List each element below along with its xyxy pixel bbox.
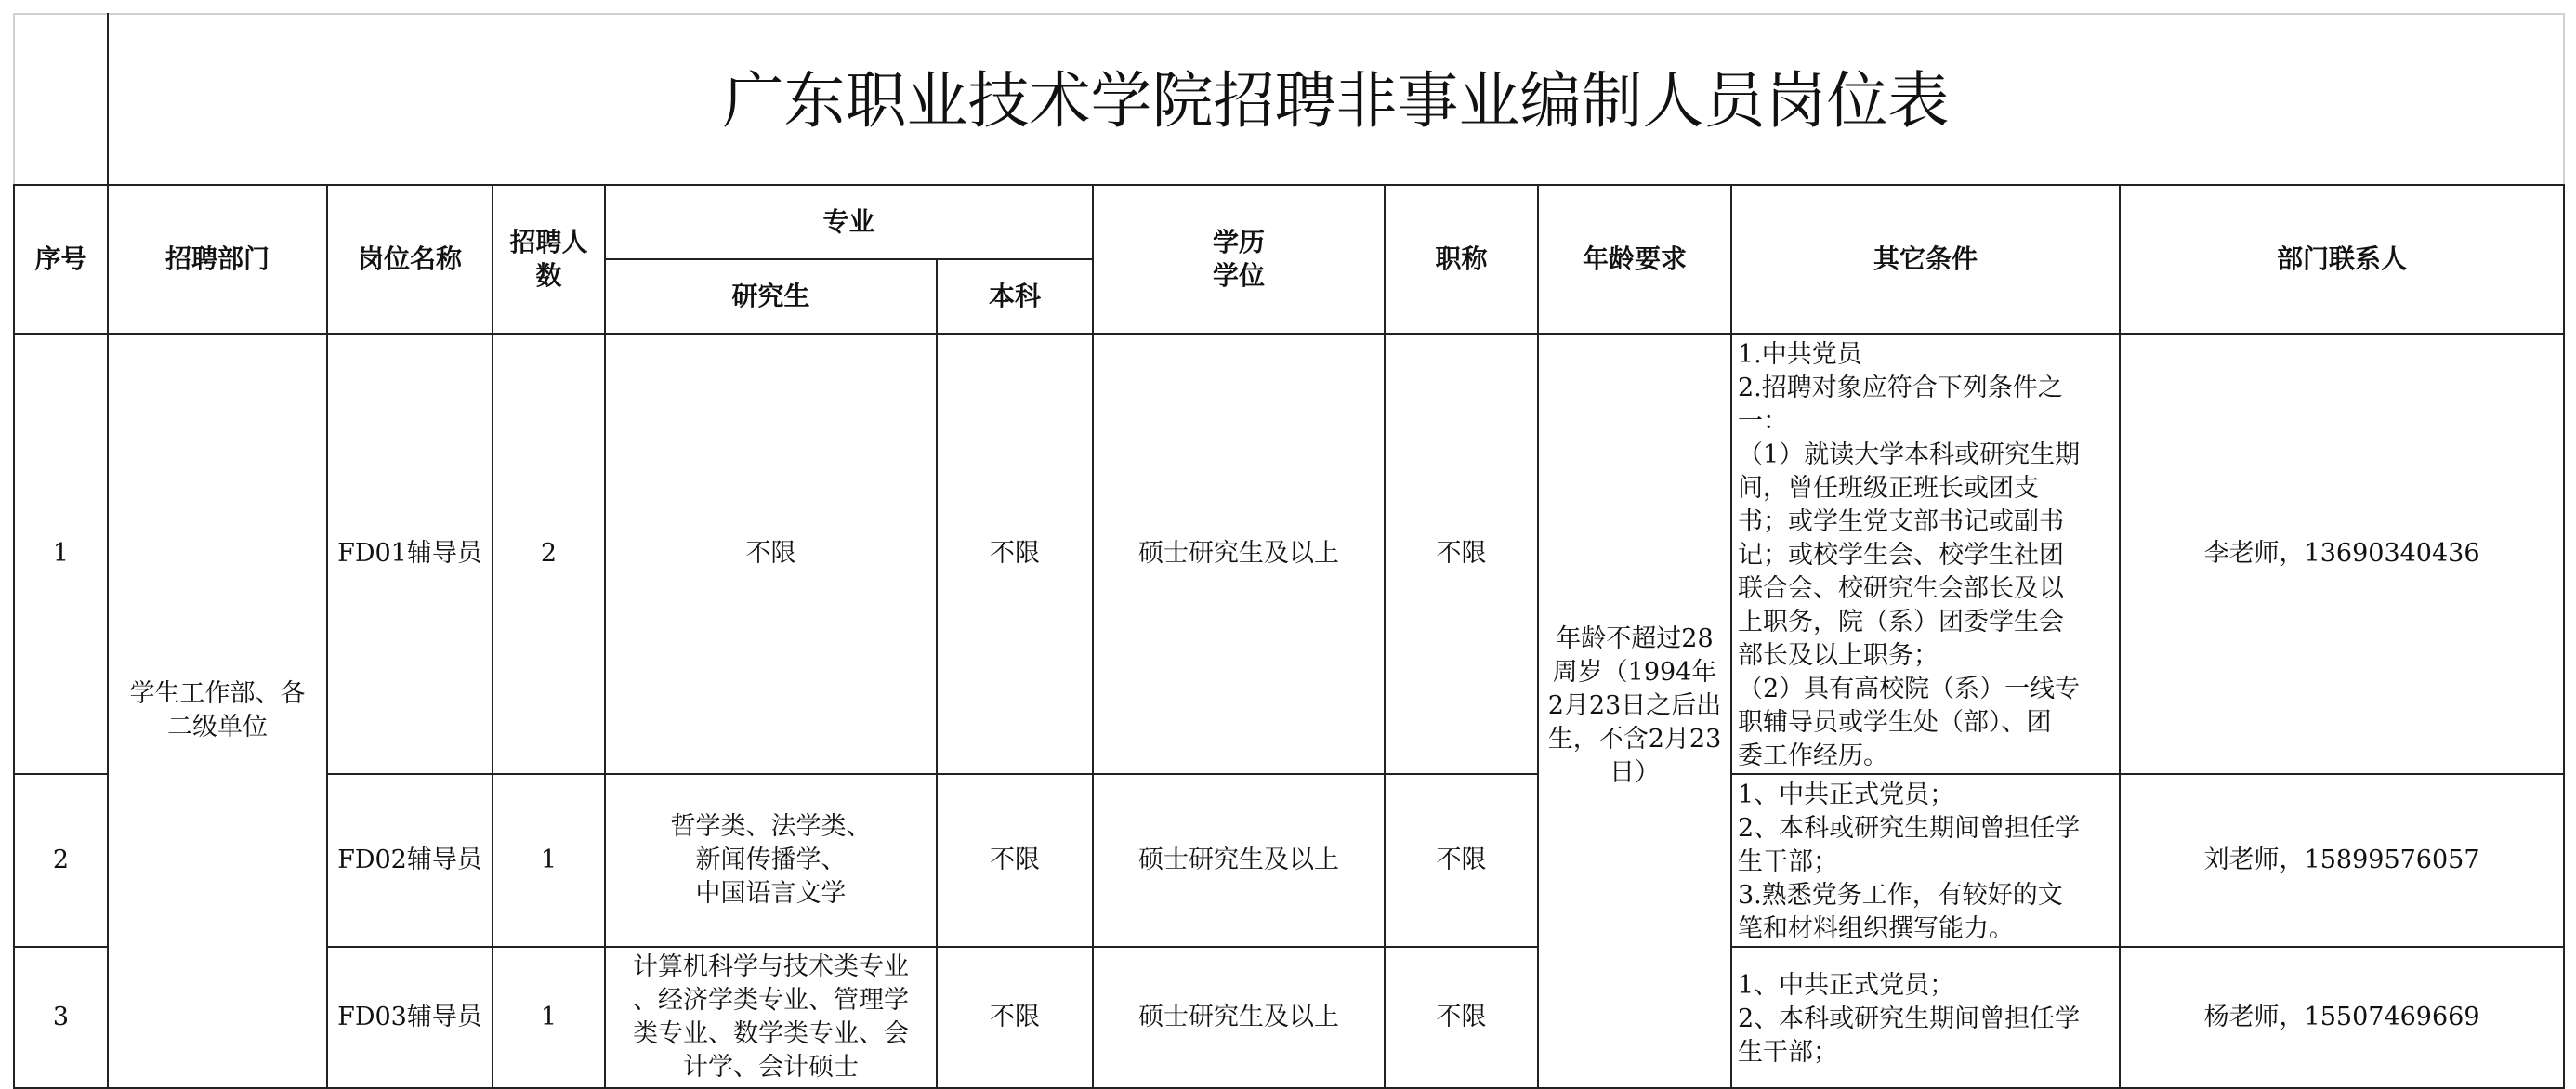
cell-position: FD02辅导员: [327, 774, 493, 947]
cell-seq: 2: [14, 774, 108, 947]
cell-undergraduate: 不限: [937, 774, 1093, 947]
header-education: 学历 学位: [1093, 185, 1385, 334]
cell-contact: 刘老师，15899576057: [2120, 774, 2564, 947]
header-department: 招聘部门: [108, 185, 327, 334]
table-row: [14, 334, 2564, 774]
cell-education: 硕士研究生及以上: [1093, 947, 1385, 1088]
corner-cell: [14, 14, 108, 185]
header-major: 专业: [605, 185, 1093, 259]
cell-other: 1.中共党员 2.招聘对象应符合下列条件之 一： （1）就读大学本科或研究生期 间，曾任班级正班长或团支 书；或学生党支部书记或副书 记；或校学生会、校学生社团 联合会、校研究生会部长及以 上职务，院（系）团委学生会 部长及以上职务； （2）具有高校院（系）一线专 职辅导员或学生处（部）、团 委工作经历。: [1731, 334, 2120, 774]
cell-count: 1: [493, 947, 605, 1088]
recruitment-sheet: [13, 13, 2563, 1082]
cell-department: 学生工作部、各 二级单位: [108, 334, 327, 1088]
header-seq: 序号: [14, 185, 108, 334]
cell-seq: 3: [14, 947, 108, 1088]
cell-age: 年龄不超过28 周岁（1994年 2月23日之后出 生，不含2月23 日）: [1538, 334, 1731, 1088]
cell-title-rank: 不限: [1385, 334, 1538, 774]
cell-count: 2: [493, 334, 605, 774]
cell-count: 1: [493, 774, 605, 947]
cell-other: 1、中共正式党员； 2、本科或研究生期间曾担任学 生干部；: [1731, 947, 2120, 1088]
cell-graduate: 不限: [605, 334, 937, 774]
header-count: 招聘人 数: [493, 185, 605, 334]
header-title-rank: 职称: [1385, 185, 1538, 334]
cell-contact: 杨老师，15507469669: [2120, 947, 2564, 1088]
cell-position: FD03辅导员: [327, 947, 493, 1088]
cell-seq: 1: [14, 334, 108, 774]
cell-education: 硕士研究生及以上: [1093, 334, 1385, 774]
cell-position: FD01辅导员: [327, 334, 493, 774]
cell-undergraduate: 不限: [937, 334, 1093, 774]
table-row: [14, 774, 2564, 947]
header-position: 岗位名称: [327, 185, 493, 334]
cell-graduate: 哲学类、法学类、 新闻传播学、 中国语言文学: [605, 774, 937, 947]
header-undergraduate: 本科: [937, 259, 1093, 334]
positions-table: [13, 13, 2565, 1089]
cell-title-rank: 不限: [1385, 947, 1538, 1088]
cell-graduate: 计算机科学与技术类专业 、经济学类专业、管理学 类专业、数学类专业、会 计学、会计硕士: [605, 947, 937, 1088]
page-title: 广东职业技术学院招聘非事业编制人员岗位表: [108, 14, 2564, 185]
cell-contact: 李老师，13690340436: [2120, 334, 2564, 774]
header-age: 年龄要求: [1538, 185, 1731, 334]
header-contact: 部门联系人: [2120, 185, 2564, 334]
cell-title-rank: 不限: [1385, 774, 1538, 947]
cell-other: 1、中共正式党员； 2、本科或研究生期间曾担任学 生干部； 3.熟悉党务工作，有较好的文 笔和材料组织撰写能力。: [1731, 774, 2120, 947]
header-other: 其它条件: [1731, 185, 2120, 334]
table-row: [14, 947, 2564, 1088]
header-graduate: 研究生: [605, 259, 937, 334]
cell-undergraduate: 不限: [937, 947, 1093, 1088]
cell-education: 硕士研究生及以上: [1093, 774, 1385, 947]
